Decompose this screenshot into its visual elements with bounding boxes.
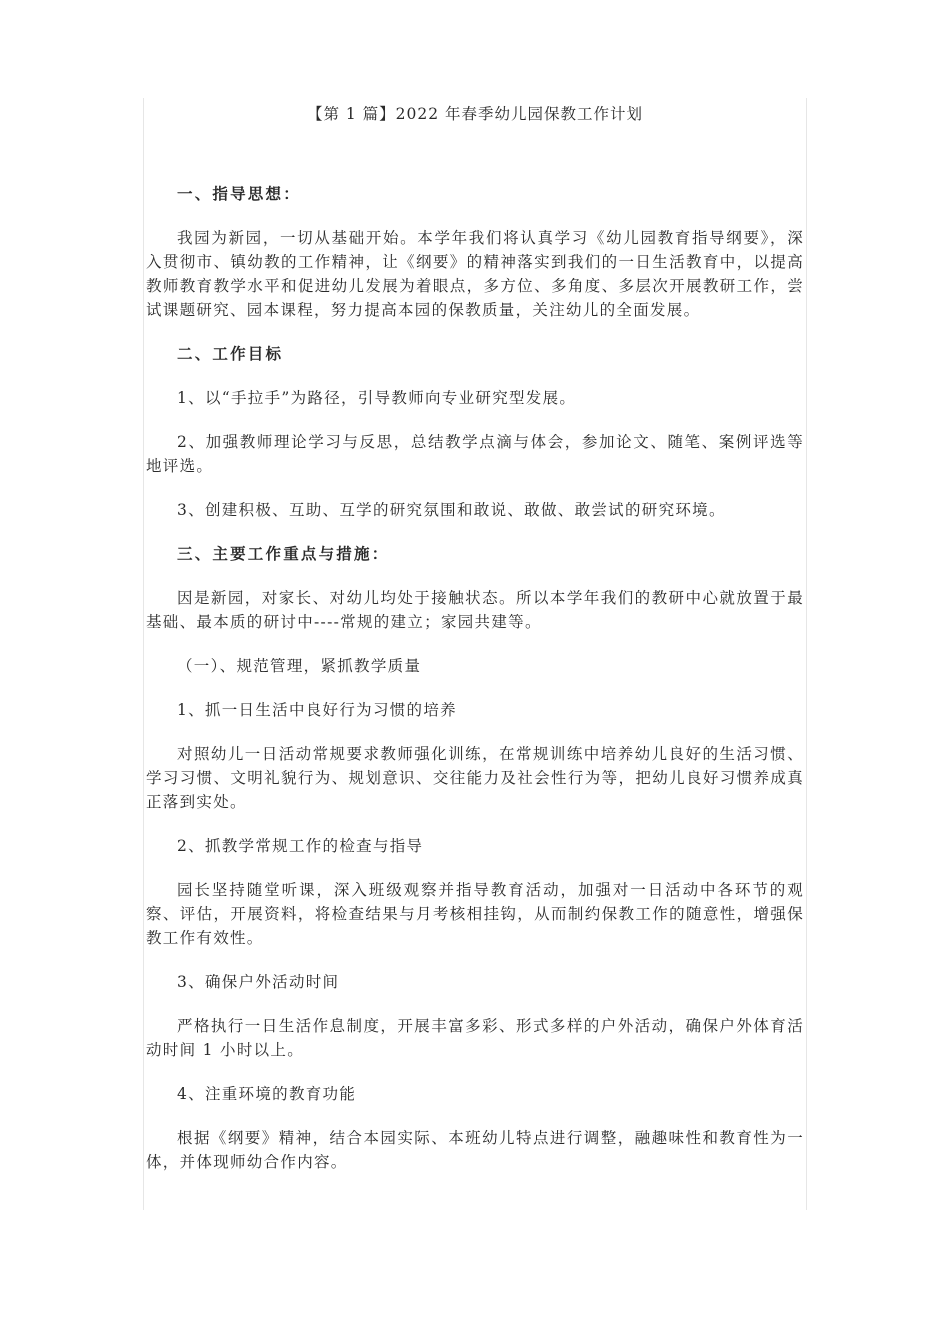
paragraph: 3、创建积极、互助、互学的研究氛围和敢说、敢做、敢尝试的研究环境。 (177, 501, 726, 519)
item-heading: 4、注重环境的教育功能 (177, 1085, 357, 1103)
document-body (146, 182, 804, 1194)
section-heading-work-goals: 二、工作目标 (177, 345, 284, 363)
subsection-heading: （一）、规范管理，紧抓教学质量 (177, 657, 422, 675)
paragraph: 因是新园，对家长、对幼儿均处于接触状态。所以本学年我们的教研中心就放置于最基础、最本质的研讨中----常规的建立；家园共建等。 (146, 589, 804, 631)
paragraph: 我园为新园，一切从基础开始。本学年我们将认真学习《幼儿园教育指导纲要》，深入贯彻市、镇幼教的工作精神，让《纲要》的精神落实到我们的一日生活教育中，以提高教师教育教学水平和促进幼儿发展为着眼点，多方位、多角度、多层次开展教研工作，尝试课题研究、园本课程，努力提高本园的保教质量，关注幼儿的全面发展。 (146, 229, 804, 319)
paragraph: 1、以“手拉手”为路径，引导教师向专业研究型发展。 (177, 389, 577, 407)
section-heading-guiding-ideology: 一、指导思想： (177, 185, 301, 203)
paragraph: 根据《纲要》精神，结合本园实际、本班幼儿特点进行调整，融趣味性和教育性为一体，并体现师幼合作内容。 (146, 1129, 804, 1171)
item-heading: 2、抓教学常规工作的检查与指导 (177, 837, 424, 855)
section-heading-key-measures: 三、主要工作重点与措施： (177, 545, 390, 563)
paragraph: 园长坚持随堂听课，深入班级观察并指导教育活动，加强对一日活动中各环节的观察、评估，开展资料，将检查结果与月考核相挂钩，从而制约保教工作的随意性，增强保教工作有效性。 (146, 881, 804, 947)
document-page (143, 98, 807, 1210)
paragraph: 2、加强教师理论学习与反思，总结教学点滴与体会，参加论文、随笔、案例评选等地评选。 (146, 433, 804, 475)
paragraph: 严格执行一日生活作息制度，开展丰富多彩、形式多样的户外活动，确保户外体育活动时间 1 小时以上。 (146, 1017, 804, 1059)
paragraph: 对照幼儿一日活动常规要求教师强化训练，在常规训练中培养幼儿良好的生活习惯、学习习惯、文明礼貌行为、规划意识、交往能力及社会性行为等，把幼儿良好习惯养成真正落到实处。 (146, 745, 804, 811)
item-heading: 1、抓一日生活中良好行为习惯的培养 (177, 701, 457, 719)
document-title: 【第 1 篇】2022 年春季幼儿园保教工作计划 (306, 105, 644, 123)
item-heading: 3、确保户外活动时间 (177, 973, 340, 991)
